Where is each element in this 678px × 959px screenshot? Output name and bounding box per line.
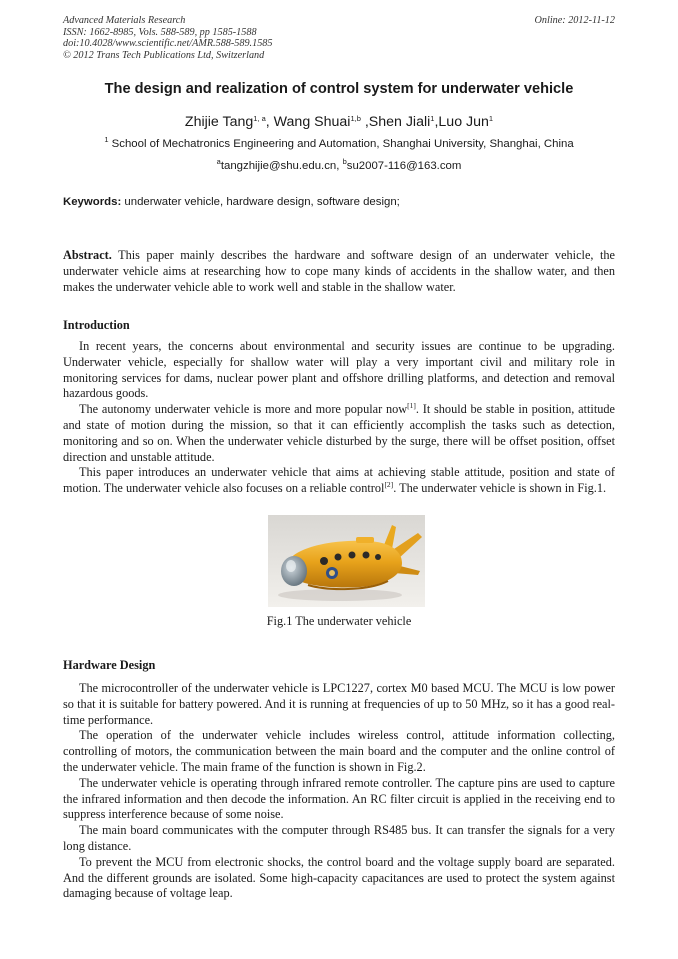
paragraph: The operation of the underwater vehicle includes wireless control, attitude information collecting, controlling of motors, the communication between the main board and the computer and the online control of the underwater vehicle. The main frame of the function is shown in Fig.2. xyxy=(63,728,615,774)
abstract-text: This paper mainly describes the hardware and software design of an underwater vehicle, the underwater vehicle aims at researching how to cope many kinds of accidents in the shallow water, and then makes the underwater vehicle able to work well and stable in the shallow water. xyxy=(63,248,615,294)
keywords xyxy=(63,196,400,208)
author-name: Wang Shuai xyxy=(273,114,351,130)
copyright-line: © 2012 Trans Tech Publications Ltd, Switzerland xyxy=(63,49,265,61)
underwater-vehicle-figure xyxy=(268,515,425,607)
author-name: Zhijie Tang xyxy=(184,114,254,130)
affiliation xyxy=(40,135,638,150)
author-superscript: 1 xyxy=(488,114,494,123)
paragraph: The main board communicates with the computer through RS485 bus. It can transfer the signals for a very long distance. xyxy=(63,823,615,853)
paragraph-text: This paper introduces an underwater vehicle that aims at achieving stable attitude, position and state of motion. The underwater vehicle also focuses on a reliable control xyxy=(63,465,615,496)
author-name: Shen Jiali xyxy=(368,114,431,130)
doi-line: doi:10.4028/www.scientific.net/AMR.588-589.1585 xyxy=(63,38,273,50)
keywords-text: underwater vehicle, hardware design, software design; xyxy=(121,196,400,208)
author-separator: , xyxy=(265,114,274,130)
citation-ref[interactable]: [1] xyxy=(407,401,416,411)
author-list xyxy=(40,114,638,130)
journal-name: Advanced Materials Research xyxy=(63,15,186,26)
issn-line: ISSN: 1662-8985, Vols. 588-589, pp 1585-1588 xyxy=(63,26,257,38)
paragraph-text: The autonomy underwater vehicle is more and more popular now xyxy=(79,402,408,417)
author-superscript: 1, a xyxy=(253,114,266,123)
paper-title: The design and realization of control system for underwater vehicle xyxy=(104,81,574,97)
paragraph-text: . The underwater vehicle is shown in Fig.1. xyxy=(393,481,607,496)
email-superscript: a xyxy=(216,157,221,166)
paragraph-text: . It should be stable in position, attitude and state of motion during the mission, so that it can efficiently accomplish the tasks such as detection, monitoring and so on. When the underwater vehicle disturbed by the surge, there will be offset position, offset direction and unstable attitude. xyxy=(63,402,615,464)
journal-header xyxy=(63,15,615,61)
author-superscript: 1,b xyxy=(350,114,361,123)
paragraph xyxy=(63,402,615,465)
author-name: Luo Jun xyxy=(438,114,489,130)
author-emails xyxy=(40,157,638,172)
affiliation-text: School of Mechatronics Engineering and Automation, Shanghai University, Shanghai, China xyxy=(111,138,574,150)
section-heading-introduction: Introduction xyxy=(63,318,130,332)
email-superscript: b xyxy=(342,157,347,166)
author-separator: , xyxy=(360,114,369,130)
author-superscript: 1 xyxy=(430,114,435,123)
online-date: Online: 2012-11-12 xyxy=(534,15,615,26)
citation-ref[interactable]: [2] xyxy=(384,480,394,490)
paragraph: The microcontroller of the underwater vehicle is LPC1227, cortex M0 based MCU. The MCU is low power so that it is suitable for battery powered. And it is running at frequencies of up to 50 MHz, so it has a good real-time performance. xyxy=(63,681,615,727)
email-link[interactable]: tangzhijie@shu.edu.cn, xyxy=(220,160,340,172)
affiliation-superscript: 1 xyxy=(104,135,109,144)
section-heading-hardware: Hardware Design xyxy=(63,658,156,672)
abstract xyxy=(63,248,615,295)
author-separator: , xyxy=(434,114,439,130)
keywords-label: Keywords: xyxy=(63,196,122,208)
paragraph: The underwater vehicle is operating through infrared remote controller. The capture pins are used to capture the infrared information and then decode the information. An RC filter circuit is applied in the receiving end to suppress interference because of some noise. xyxy=(63,775,615,822)
introduction-body xyxy=(63,339,615,497)
abstract-label: Abstract. xyxy=(63,248,112,262)
email-link[interactable]: su2007-116@163.com xyxy=(346,160,462,172)
paragraph: To prevent the MCU from electronic shocks, the control board and the voltage supply board are separated. And the different grounds are isolated. Some high-capacity capacitances are used to protect the system against damaging because of voltage leap. xyxy=(63,854,615,901)
hardware-body xyxy=(63,681,615,902)
paragraph: In recent years, the concerns about environmental and security issues are continue to be upgrading. Underwater vehicle, especially for shallow water will play a very important civil and military role in monitoring services for dams, nuclear power plant and offshore drilling platforms, and detection and removal hazardous goods. xyxy=(63,339,615,401)
underwater-vehicle-image xyxy=(268,515,425,607)
figure-caption: Fig.1 The underwater vehicle xyxy=(266,614,412,628)
paragraph xyxy=(63,465,615,497)
